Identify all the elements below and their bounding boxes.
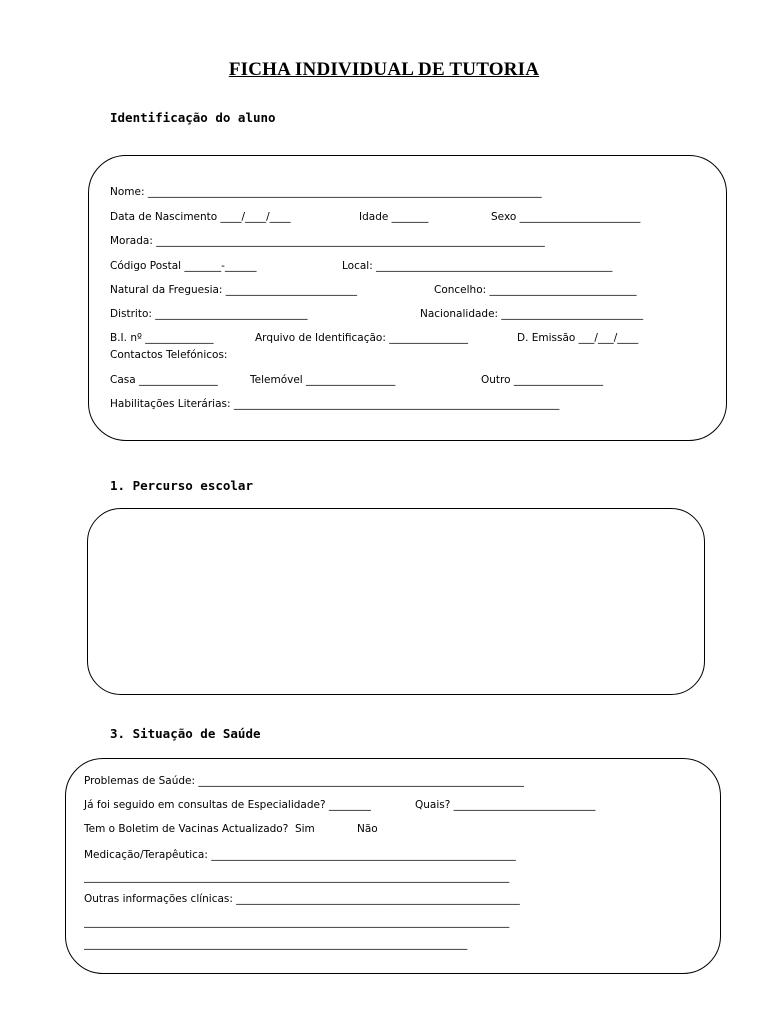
- postal-code-field[interactable]: Código Postal _______-______: [110, 260, 257, 272]
- page-title: FICHA INDIVIDUAL DE TUTORIA: [228, 59, 540, 80]
- birth-date-field[interactable]: Data de Nascimento ____/____/____: [110, 211, 291, 223]
- school-path-box[interactable]: [87, 508, 705, 695]
- education-field[interactable]: Habilitações Literárias: ______________________________________________________________: [110, 398, 560, 410]
- issue-date-field[interactable]: D. Emissão ___/___/____: [517, 332, 639, 344]
- specialty-consult-field[interactable]: Já foi seguido em consultas de Especialidade? ________: [84, 799, 371, 811]
- municipality-field[interactable]: Concelho: ____________________________: [434, 284, 637, 296]
- id-archive-field[interactable]: Arquivo de Identificação: _______________: [255, 332, 468, 344]
- medication-continuation[interactable]: _________________________________________________________________________________: [84, 871, 510, 883]
- age-field[interactable]: Idade _______: [359, 211, 429, 223]
- nationality-field[interactable]: Nacionalidade: ___________________________: [420, 308, 644, 320]
- medication-field[interactable]: Medicação/Terapêutica: __________________________________________________________: [84, 849, 516, 861]
- vaccine-no-option[interactable]: Não: [357, 823, 378, 835]
- parish-field[interactable]: Natural da Freguesia: _________________________: [110, 284, 358, 296]
- name-field[interactable]: Nome: ___________________________________________________________________________: [110, 186, 542, 198]
- locality-field[interactable]: Local: _____________________________________________: [342, 260, 613, 272]
- district-field[interactable]: Distrito: _____________________________: [110, 308, 308, 320]
- phone-contacts-label: Contactos Telefónicos:: [110, 349, 228, 361]
- section-heading-health: 3. Situação de Saúde: [110, 726, 261, 741]
- clinical-info-continuation-2[interactable]: _________________________________________________________________________: [84, 938, 468, 950]
- address-field[interactable]: Morada: __________________________________________________________________________: [110, 235, 545, 247]
- section-heading-school-path: 1. Percurso escolar: [110, 478, 253, 493]
- sex-field[interactable]: Sexo _______________________: [491, 211, 641, 223]
- vaccine-yes-option[interactable]: Tem o Boletim de Vacinas Actualizado? Sim: [84, 823, 315, 835]
- section-heading-identification: Identificação do aluno: [110, 110, 276, 125]
- health-problems-field[interactable]: Problemas de Saúde: ______________________________________________________________: [84, 775, 524, 787]
- clinical-info-continuation-1[interactable]: _________________________________________________________________________________: [84, 916, 510, 928]
- other-clinical-info-field[interactable]: Outras informações clínicas: ______________________________________________________: [84, 893, 520, 905]
- home-phone-field[interactable]: Casa _______________: [110, 374, 218, 386]
- which-specialty-field[interactable]: Quais? ___________________________: [415, 799, 596, 811]
- other-phone-field[interactable]: Outro _________________: [481, 374, 604, 386]
- mobile-phone-field[interactable]: Telemóvel _________________: [250, 374, 396, 386]
- id-number-field[interactable]: B.I. nº _____________: [110, 332, 214, 344]
